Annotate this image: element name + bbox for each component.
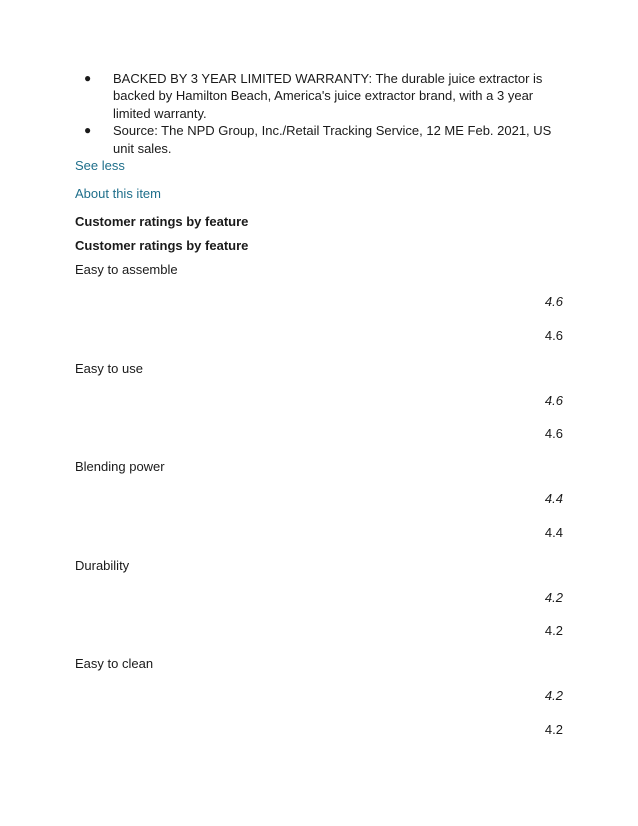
ratings-heading-repeat: Customer ratings by feature	[75, 238, 249, 253]
bullet-text: BACKED BY 3 YEAR LIMITED WARRANTY: The durable juice extractor is backed by Hamilton Beach, America's juice extractor brand, with a 3 year limited warranty.	[113, 71, 543, 121]
feature-label-blending-power: Blending power	[75, 459, 165, 474]
bullet-dot-icon: ●	[84, 123, 92, 138]
feature-score: 4.6	[544, 328, 563, 343]
feature-label-easy-to-use: Easy to use	[75, 361, 143, 376]
feature-score: 4.2	[544, 722, 563, 737]
feature-score: 4.4	[544, 525, 563, 540]
feature-label-durability: Durability	[75, 558, 130, 573]
feature-score-italic: 4.2	[544, 688, 563, 703]
bullet-warranty	[84, 70, 574, 122]
bullet-text: Source: The NPD Group, Inc./Retail Tracking Service, 12 ME Feb. 2021, US unit sales.	[113, 123, 552, 156]
ratings-heading: Customer ratings by feature	[75, 214, 249, 229]
feature-label-easy-to-clean: Easy to clean	[75, 656, 154, 671]
about-item-link[interactable]: About this item	[75, 186, 161, 201]
see-less-link[interactable]: See less	[75, 158, 125, 173]
feature-score: 4.6	[544, 426, 563, 441]
feature-score-italic: 4.6	[544, 294, 563, 309]
feature-score-italic: 4.6	[544, 393, 563, 408]
feature-score: 4.2	[544, 623, 563, 638]
feature-score-italic: 4.4	[544, 491, 563, 506]
feature-label-easy-to-assemble: Easy to assemble	[75, 262, 178, 277]
feature-bullet-list	[84, 70, 574, 157]
bullet-source	[84, 122, 574, 157]
feature-score-italic: 4.2	[544, 590, 563, 605]
bullet-dot-icon: ●	[84, 71, 92, 85]
